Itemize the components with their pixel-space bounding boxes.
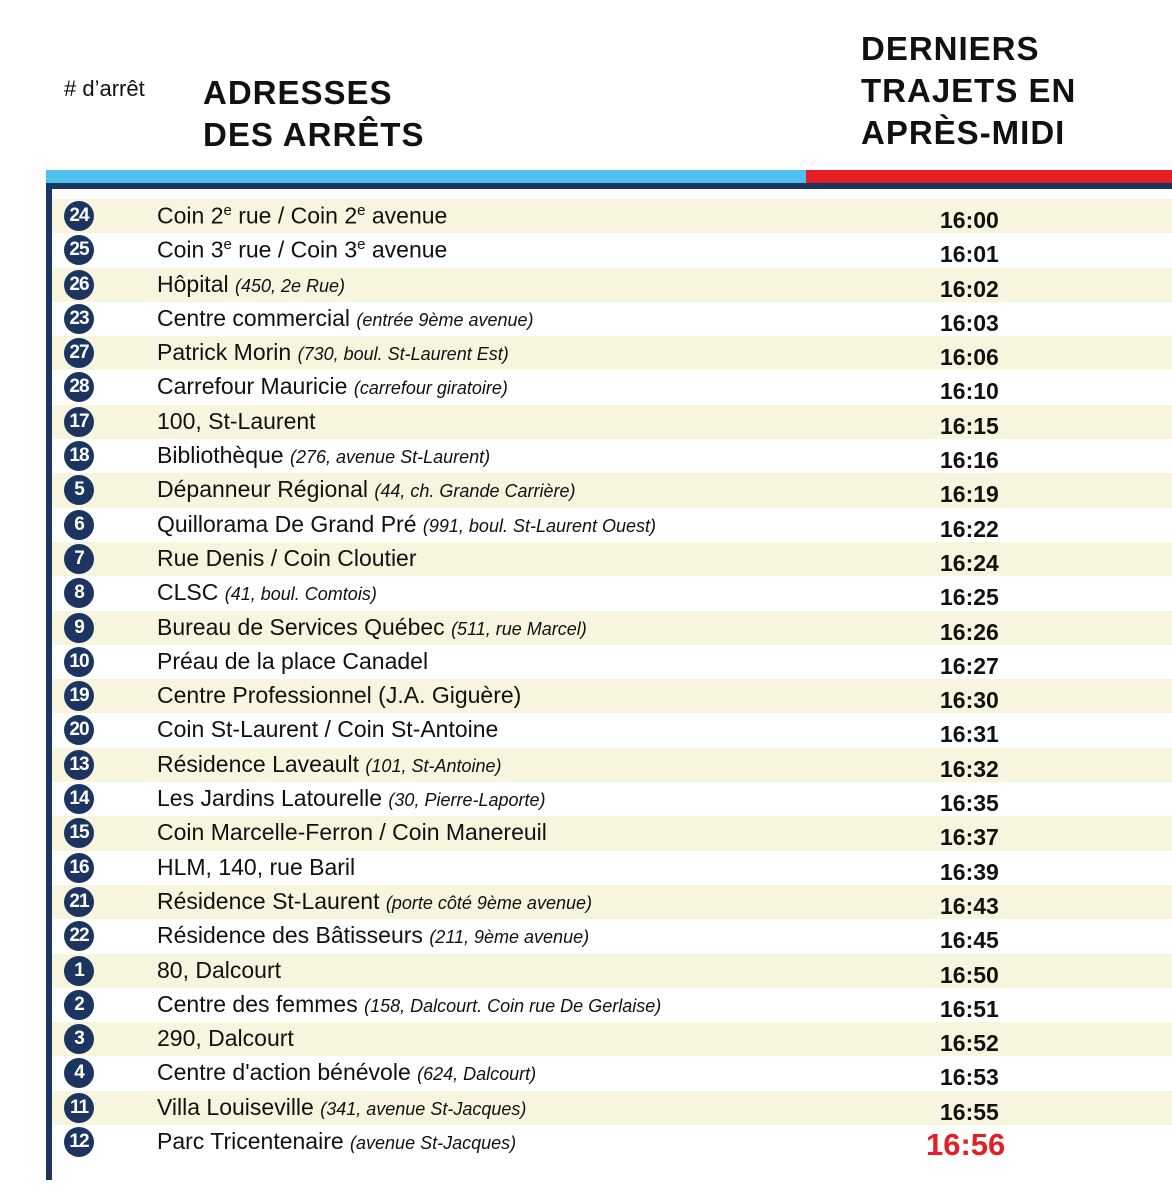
stop-name: Coin 3 — [157, 236, 224, 263]
table-row — [52, 1125, 1172, 1163]
table-row — [52, 645, 1172, 679]
schedule-table — [52, 199, 1172, 1163]
stop-address — [157, 202, 447, 230]
table-row — [52, 679, 1172, 713]
stop-number-badge: 2 — [64, 990, 94, 1020]
stop-number-badge: 16 — [64, 853, 94, 883]
stop-name: 80, Dalcourt — [157, 956, 282, 983]
table-row — [52, 713, 1172, 747]
stop-name: Coin 2 — [157, 202, 224, 229]
stop-number-badge: 21 — [64, 887, 94, 917]
stop-address — [157, 373, 508, 400]
stop-address — [157, 922, 589, 949]
stop-address — [157, 854, 355, 881]
stop-detail: (991, boul. St-Laurent Ouest) — [422, 515, 657, 536]
stop-address — [157, 1094, 526, 1121]
stop-name: Résidence St-Laurent — [157, 887, 386, 914]
stop-detail: (30, Pierre-Laporte) — [388, 790, 546, 811]
table-row — [52, 302, 1172, 336]
stop-number-badge: 8 — [64, 578, 94, 608]
stop-name: Les Jardins Latourelle — [157, 785, 389, 812]
table-row — [52, 542, 1172, 576]
stop-address — [157, 785, 546, 812]
stop-detail: (158, Dalcourt. Coin rue De Gerlaise) — [364, 995, 662, 1016]
table-row — [52, 851, 1172, 885]
stop-address — [157, 648, 428, 675]
stop-address — [157, 614, 587, 641]
stop-detail: (624, Dalcourt) — [417, 1064, 537, 1085]
table-row — [52, 885, 1172, 919]
stop-number-badge: 5 — [64, 475, 94, 505]
stop-number-badge: 15 — [64, 818, 94, 848]
stop-name: Rue Denis / Coin Cloutier — [157, 544, 417, 571]
table-row — [52, 508, 1172, 542]
departure-time: 16:00 — [940, 207, 999, 233]
stop-address — [157, 957, 281, 984]
stop-name: Bureau de Services Québec — [157, 613, 452, 640]
departure-time: 16:24 — [940, 549, 999, 576]
departure-time: 16:19 — [940, 481, 999, 508]
stop-name: HLM, 140, rue Baril — [157, 853, 356, 880]
table-row — [52, 748, 1172, 782]
departure-time: 16:52 — [940, 1030, 999, 1057]
stop-address — [157, 271, 345, 298]
departure-time: 16:31 — [940, 721, 999, 748]
stop-name: CLSC — [157, 579, 225, 606]
stop-detail: (730, boul. St-Laurent Est) — [297, 344, 509, 365]
ordinal-superscript: e — [357, 202, 366, 219]
departure-time: 16:39 — [940, 858, 999, 885]
table-row — [52, 473, 1172, 507]
stop-name: Résidence des Bâtisseurs — [157, 922, 430, 949]
departure-time: 16:51 — [940, 995, 999, 1022]
departure-time: 16:25 — [940, 584, 999, 611]
stop-address — [157, 305, 534, 332]
stop-address — [157, 339, 509, 366]
stop-number-badge: 25 — [64, 235, 94, 265]
departure-time: 16:30 — [940, 687, 999, 714]
stop-name-middle: rue / Coin 2 — [231, 202, 358, 229]
header-red-bar — [806, 170, 1172, 183]
stop-address — [157, 1059, 536, 1086]
stop-address — [157, 1025, 294, 1052]
stop-address — [157, 442, 490, 469]
departure-time: 16:37 — [940, 824, 999, 851]
stop-detail: (276, avenue St-Laurent) — [290, 447, 491, 468]
departure-time: 16:55 — [940, 1098, 999, 1125]
stop-name-middle: rue / Coin 3 — [231, 236, 358, 263]
table-row — [52, 199, 1172, 233]
stop-number-badge: 19 — [64, 681, 94, 711]
header-blue-bar — [46, 170, 806, 183]
table-row — [52, 336, 1172, 370]
table-row — [52, 1022, 1172, 1056]
table-row — [52, 988, 1172, 1022]
stop-name-tail: avenue — [365, 236, 448, 263]
stop-address — [157, 511, 656, 538]
departure-time: 16:26 — [940, 618, 999, 645]
stop-name: Préau de la place Canadel — [157, 647, 429, 674]
departure-time: 16:01 — [940, 241, 999, 268]
table-row — [52, 1091, 1172, 1125]
departure-time: 16:45 — [940, 927, 999, 954]
time-column-header: DERNIERS TRAJETS EN APRÈS-MIDI — [861, 30, 1077, 151]
stop-name: Coin Marcelle-Ferron / Coin Manereuil — [157, 819, 547, 846]
departure-time: 16:02 — [940, 275, 999, 302]
stop-detail: (450, 2e Rue) — [234, 275, 346, 296]
table-row — [52, 816, 1172, 850]
stop-number-badge: 18 — [64, 441, 94, 471]
stop-name: Centre des femmes — [157, 990, 365, 1017]
ordinal-superscript: e — [223, 236, 232, 254]
departure-time: 16:03 — [940, 309, 999, 336]
ordinal-superscript: e — [357, 236, 366, 254]
departure-time: 16:22 — [940, 515, 999, 542]
stop-number-badge: 17 — [64, 407, 94, 437]
stop-detail: (porte côté 9ème avenue) — [385, 892, 592, 913]
stop-address — [157, 408, 316, 435]
stop-address — [157, 236, 447, 264]
stop-detail: (211, 9ème avenue) — [429, 927, 590, 948]
table-row — [52, 233, 1172, 267]
table-row — [52, 405, 1172, 439]
stop-detail: (avenue St-Jacques) — [350, 1133, 517, 1154]
table-row — [52, 439, 1172, 473]
stop-name: Patrick Morin — [157, 339, 298, 366]
departure-time: 16:56 — [926, 1127, 1006, 1163]
stop-name: Dépanneur Régional — [157, 476, 375, 503]
address-column-header: ADRESSES DES ARRÊTS — [203, 74, 425, 153]
stop-number-badge: 13 — [64, 750, 94, 780]
stop-number-badge: 26 — [64, 270, 94, 300]
stop-name: Villa Louiseville — [157, 1093, 321, 1120]
stop-detail: (101, St-Antoine) — [365, 755, 502, 776]
stop-number-badge: 6 — [64, 510, 94, 540]
table-row — [52, 782, 1172, 816]
stop-name: Résidence Laveault — [157, 750, 366, 777]
stop-address — [157, 682, 521, 709]
stop-number-badge: 9 — [64, 613, 94, 643]
departure-time: 16:16 — [940, 447, 999, 474]
stop-number-badge: 4 — [64, 1058, 94, 1088]
stop-number-badge: 20 — [64, 715, 94, 745]
departure-time: 16:15 — [940, 412, 999, 439]
stop-address — [157, 991, 661, 1018]
stop-name: Carrefour Mauricie — [157, 373, 354, 400]
stop-number-badge: 3 — [64, 1024, 94, 1054]
departure-time: 16:50 — [940, 961, 999, 988]
table-row — [52, 576, 1172, 610]
stop-number-badge: 7 — [64, 544, 94, 574]
stop-number-badge: 27 — [64, 338, 94, 368]
departure-time: 16:06 — [940, 344, 999, 371]
stop-number-badge: 24 — [64, 201, 94, 231]
table-row — [52, 954, 1172, 988]
table-row — [52, 268, 1172, 302]
stop-number-column-header: # d’arrêt — [64, 76, 145, 101]
table-row — [52, 1056, 1172, 1090]
stop-number-badge: 10 — [64, 647, 94, 677]
stop-address — [157, 819, 547, 846]
departure-time: 16:32 — [940, 755, 999, 782]
stop-name: Centre d'action bénévole — [157, 1059, 418, 1086]
table-row — [52, 919, 1172, 953]
departure-time: 16:53 — [940, 1064, 999, 1091]
stop-name: Quillorama De Grand Pré — [157, 510, 423, 537]
stop-number-badge: 11 — [64, 1093, 94, 1123]
stop-name: Hôpital — [157, 270, 235, 297]
departure-time: 16:10 — [940, 378, 999, 405]
header-divider — [46, 183, 1172, 189]
stop-detail: (341, avenue St-Jacques) — [320, 1098, 527, 1119]
stop-name: 100, St-Laurent — [157, 407, 316, 434]
table-row — [52, 370, 1172, 404]
stop-detail: (44, ch. Grande Carrière) — [374, 481, 576, 502]
ordinal-superscript: e — [223, 202, 232, 219]
stop-address — [157, 476, 575, 503]
stop-name: Bibliothèque — [157, 442, 290, 469]
stop-detail: (carrefour giratoire) — [353, 378, 508, 399]
table-row — [52, 611, 1172, 645]
stop-address — [157, 716, 498, 743]
departure-time: 16:27 — [940, 652, 999, 679]
stop-address — [157, 545, 417, 572]
stop-name: Parc Tricentenaire — [157, 1128, 351, 1155]
stop-number-badge: 23 — [64, 304, 94, 334]
stop-address — [157, 579, 377, 606]
stop-number-badge: 28 — [64, 372, 94, 402]
stop-address — [157, 1128, 516, 1155]
departure-time: 16:43 — [940, 892, 999, 919]
stop-number-badge: 12 — [64, 1127, 94, 1157]
stop-name: Centre commercial — [157, 304, 357, 331]
departure-time: 16:35 — [940, 790, 999, 817]
stop-name: 290, Dalcourt — [157, 1025, 294, 1052]
stop-address — [157, 751, 502, 778]
stop-detail: (511, rue Marcel) — [451, 618, 587, 639]
stop-number-badge: 14 — [64, 784, 94, 814]
stop-address — [157, 888, 592, 915]
stop-name: Centre Professionnel (J.A. Giguère) — [157, 682, 522, 709]
stop-name: Coin St-Laurent / Coin St-Antoine — [157, 716, 499, 743]
stop-number-badge: 22 — [64, 921, 94, 951]
stop-number-badge: 1 — [64, 956, 94, 986]
stop-detail: (41, boul. Comtois) — [224, 584, 377, 605]
stop-detail: (entrée 9ème avenue) — [356, 309, 534, 330]
stop-name-tail: avenue — [365, 202, 448, 229]
